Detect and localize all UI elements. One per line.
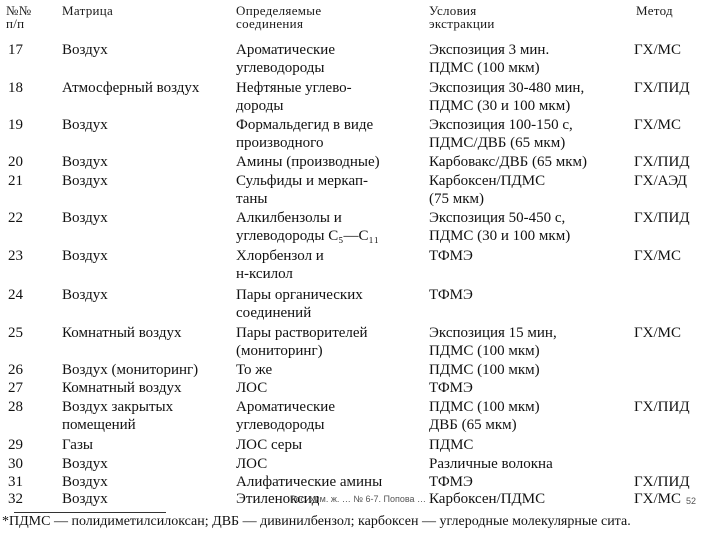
row-analytes: Алкилбензолы и углеводороды C₅—C₁₁	[236, 210, 379, 244]
header-number: №№ п/п	[6, 3, 32, 31]
row-conditions: Экспозиция 3 мин. ПДМС (100 мкм)	[429, 42, 550, 76]
row-analytes: Хлорбензол и н-ксилол	[236, 248, 324, 282]
row-matrix: Комнатный воздух	[62, 325, 182, 341]
row-conditions: ТФМЭ	[429, 380, 473, 396]
row-method: ГХ/ПИД	[634, 154, 690, 170]
header-method: Метод	[636, 3, 673, 18]
row-conditions: ТФМЭ	[429, 248, 473, 264]
row-number: 25	[8, 325, 23, 341]
row-analytes: Формальдегид в виде производного	[236, 117, 374, 151]
row-conditions: Экспозиция 30-480 мин, ПДМС (30 и 100 мкм)	[429, 80, 585, 114]
row-conditions: ПДМС	[429, 437, 474, 453]
row-matrix: Атмосферный воздух	[62, 80, 200, 96]
row-conditions: ТФМЭ	[429, 474, 473, 490]
row-method: ГХ/ПИД	[634, 80, 690, 96]
row-analytes: ЛОС	[236, 380, 268, 396]
row-method: ГХ/МС	[634, 117, 682, 133]
row-conditions: Карбовакс/ДВБ (65 мкм)	[429, 154, 587, 170]
row-number: 29	[8, 437, 23, 453]
row-number: 19	[8, 117, 23, 133]
row-number: 22	[8, 210, 23, 226]
row-analytes: ЛОС серы	[236, 437, 303, 453]
row-matrix: Воздух	[62, 248, 108, 264]
header-matrix: Матрица	[62, 3, 114, 18]
row-conditions: Экспозиция 100-150 с, ПДМС/ДВБ (65 мкм)	[429, 117, 573, 151]
row-number: 18	[8, 80, 23, 96]
row-method: ГХ/АЭД	[634, 173, 688, 189]
row-analytes: То же	[236, 362, 273, 378]
row-conditions: Экспозиция 50-450 с, ПДМС (30 и 100 мкм)	[429, 210, 571, 244]
row-number: 27	[8, 380, 23, 396]
row-matrix: Воздух	[62, 42, 108, 58]
row-method: ГХ/МС	[634, 248, 682, 264]
row-number: 26	[8, 362, 23, 378]
row-matrix: Воздух	[62, 210, 108, 226]
row-analytes: ЛОС	[236, 456, 268, 472]
source-stamp: Рос. хим. ж. … № 6-7. Попова …	[290, 494, 427, 504]
row-analytes: Ароматические углеводороды	[236, 42, 335, 76]
page-number: 52	[686, 496, 697, 506]
row-method: ГХ/ПИД	[634, 210, 690, 226]
row-matrix: Воздух	[62, 173, 108, 189]
row-analytes: Амины (производные)	[236, 154, 380, 170]
row-matrix: Воздух	[62, 456, 108, 472]
row-analytes: Этиленоксид	[236, 491, 320, 507]
row-method: ГХ/ПИД	[634, 474, 690, 490]
row-number: 31	[8, 474, 23, 490]
footnote: *ПДМС — полидиметилсилоксан; ДВБ — дивинилбензол; карбоксен — углеродные молекулярные сита.	[2, 514, 631, 529]
row-number: 28	[8, 399, 23, 415]
row-conditions: Различные волокна	[429, 456, 553, 472]
row-method: ГХ/МС	[634, 491, 682, 507]
row-matrix: Газы	[62, 437, 93, 453]
row-number: 21	[8, 173, 23, 189]
row-number: 30	[8, 456, 23, 472]
header-analytes: Определяемые соединения	[236, 3, 322, 31]
row-analytes: Нефтяные углево- дороды	[236, 80, 352, 114]
row-matrix: Воздух закрытых помещений	[62, 399, 174, 433]
row-number: 23	[8, 248, 23, 264]
row-method: ГХ/ПИД	[634, 399, 690, 415]
row-matrix: Комнатный воздух	[62, 380, 182, 396]
row-matrix: Воздух	[62, 474, 108, 490]
row-analytes: Пары органических соединений	[236, 287, 363, 321]
row-number: 20	[8, 154, 23, 170]
row-matrix: Воздух	[62, 491, 108, 507]
row-conditions: ПДМС (100 мкм)	[429, 362, 540, 378]
row-matrix: Воздух	[62, 117, 108, 133]
row-matrix: Воздух (мониторинг)	[62, 362, 199, 378]
row-matrix: Воздух	[62, 287, 108, 303]
row-analytes: Алифатические амины	[236, 474, 383, 490]
header-conditions: Условия экстракции	[429, 3, 495, 31]
row-conditions: Карбоксен/ПДМС	[429, 491, 546, 507]
row-number: 17	[8, 42, 23, 58]
row-conditions: Экспозиция 15 мин, ПДМС (100 мкм)	[429, 325, 557, 359]
row-analytes: Пары растворителей (мониторинг)	[236, 325, 368, 359]
row-number: 32	[8, 491, 23, 507]
row-conditions: ТФМЭ	[429, 287, 473, 303]
row-method: ГХ/МС	[634, 325, 682, 341]
row-method: ГХ/МС	[634, 42, 682, 58]
row-analytes: Сульфиды и меркап- таны	[236, 173, 368, 207]
row-conditions: ПДМС (100 мкм) ДВБ (65 мкм)	[429, 399, 540, 433]
row-analytes: Ароматические углеводороды	[236, 399, 335, 433]
row-number: 24	[8, 287, 23, 303]
row-conditions: Карбоксен/ПДМС (75 мкм)	[429, 173, 546, 207]
row-matrix: Воздух	[62, 154, 108, 170]
